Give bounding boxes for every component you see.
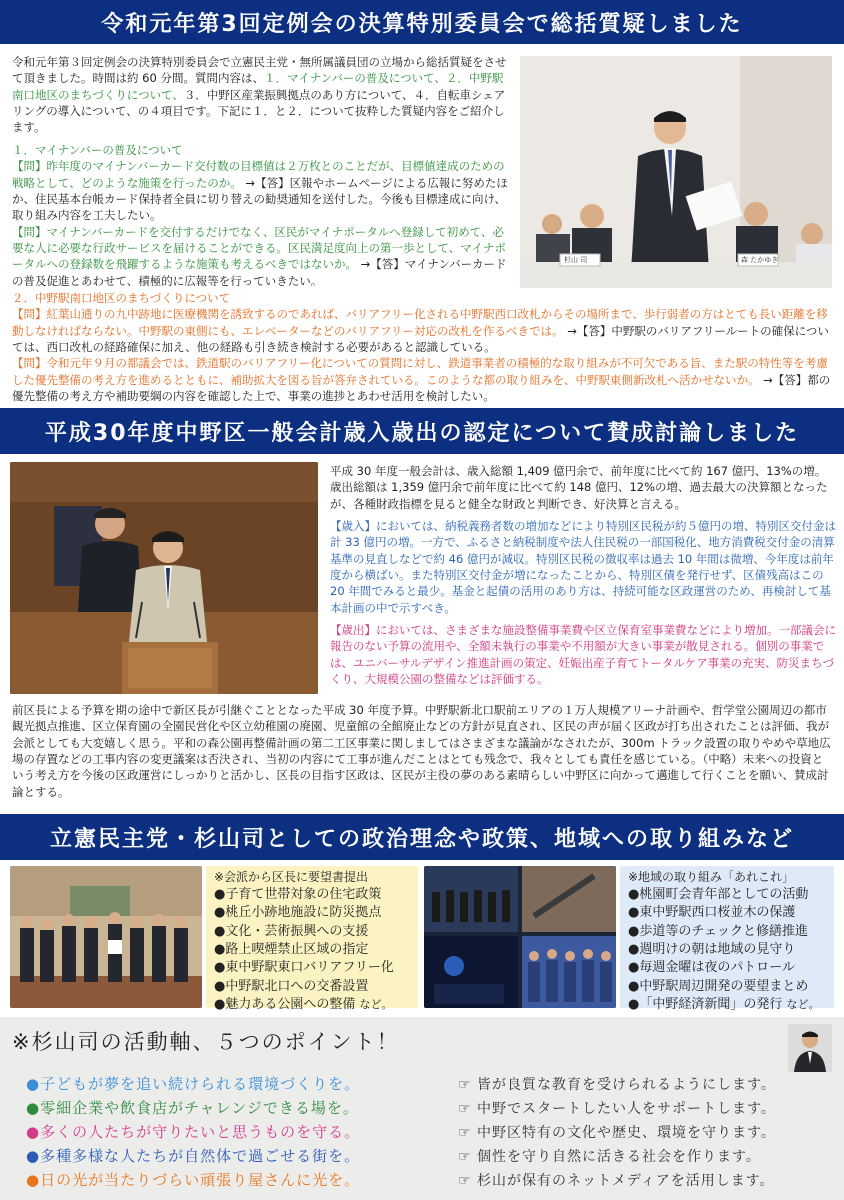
section1-title: 令和元年第3回定例会の決算特別委員会で総括質疑しました (101, 11, 743, 37)
request-item-text: ●魅力ある公園への整備 (214, 997, 356, 1013)
q2-question-1: 【問】紅葉山通りの九中跡地に医療機関を誘致するのであれば、バリアフリー化される中野駅西口改札からその場所まで、歩行弱者の方はとても長い距離を移動しなければならない。中野駅の東側にも、エレベーターなどのバリアフリー対応の改札を作るべきでは。 (12, 307, 828, 338)
intro-seg-2: １．マイナンバーの普及について、２．中野駅南口地区のまちづくりについて、 (12, 71, 504, 102)
requests-suffix: など。 (359, 998, 393, 1012)
q1-answer-2: →【答】マイナンバーカードの普及促進とあわせて、積極的に広報等を行っていきたい。 (12, 257, 507, 286)
activities-collage (424, 866, 616, 1008)
local-activity-text: ●「中野経済新聞」の発行 (628, 997, 783, 1013)
local-activity-item (628, 996, 826, 1014)
local-activities-suffix: など。 (786, 998, 820, 1012)
point-row-3 (26, 1121, 360, 1142)
requests-list (214, 886, 410, 1015)
q2-answer-2: →【答】都の優先整備の考え方や補助要綱の内容を確認した上で、事業の進捗とあわせ活用を検討したい。 (12, 372, 831, 403)
point-bullet: ● (26, 1171, 41, 1189)
point-desc-5: ☞ 杉山が保有のネットメディアを活用します。 (458, 1173, 775, 1189)
requests-title: ※会派から区長に要望書提出 (214, 870, 369, 884)
requests-box (206, 866, 418, 1013)
point-row-1 (26, 1073, 360, 1094)
revenue-paragraph: 【歳入】においては、納税義務者数の増加などにより特別区民税が約５億円の増、特別区交付金は計 33 億円の増。一方で、ふるさと納税制度や法人住民税の一部国税化、地方消費税交付金の清算基準の見直しなどで約 46 億円が減収。特別区民税の徴収率は過去 10 年間は微増、今年度は前年度から横ばい。また特別区交付金が増になったことから、特別区債を発行せず、区債残高はこの 20 年間でみると最少。基金と起債の活用のあり方は、持続可能な区政運営のため、再検討して基本計画の中で示すべき。 (330, 518, 836, 615)
section2-closing-paragraph (12, 702, 834, 810)
section1-banner (0, 0, 844, 44)
point-text: 子どもが夢を追い続けられる環境づくりを。 (40, 1075, 361, 1093)
request-item: ●文化・芸術振興への支援 (214, 923, 369, 939)
question1-block (12, 142, 510, 286)
request-item: ●路上喫煙禁止区域の指定 (214, 941, 369, 957)
portrait-photo (788, 1024, 832, 1072)
point-desc-4: ☞ 個性を守り自然に活きる社会を作ります。 (458, 1149, 761, 1165)
committee-speech-photo (520, 56, 832, 288)
local-activity-item: ●毎週金曜は夜のパトロール (628, 960, 795, 976)
point-text: 日の光が当たりづらい頑張り屋さんに光を。 (40, 1171, 361, 1189)
name-plate-sugiyama: 杉山 司 (564, 256, 588, 264)
local-activity-item: ●桃園町会青年部としての活動 (628, 886, 809, 902)
question2-block (12, 290, 834, 404)
activities-collage-illustration (424, 866, 616, 1008)
name-plate-mori: 森 たかゆき (741, 256, 779, 264)
point-row-4 (26, 1145, 360, 1166)
q1-question-1: 【問】昨年度のマイナンバーカード交付数の目標値は２万枚とのことだが、目標値達成のための戦略として、どのような施策を行ったのか。 (12, 159, 505, 190)
local-activity-item: ●中野駅周辺開発の要望まとめ (628, 978, 809, 994)
local-activity-item: ●歩道等のチェックと修繕推進 (628, 923, 808, 939)
intro-seg-1: 令和元年第３回定例会の決算特別委員会で立憲民主党・無所属議員団の立場から総括質疑をさせて頂きました。時間は約 60 分間。質問内容は、 (12, 55, 507, 86)
q1-answer-1: →【答】区報やホームページによる広報に努めたほか、住民基本台帳カード保持者全員に切り替えの勧奨通知を送付した。今後も目標達成に向け、取り組み内容を工夫したい。 (12, 175, 508, 223)
question1-heading: １．マイナンバーの普及について (12, 143, 183, 157)
expenditure-paragraph: 【歳出】においては、さまざまな施設整備事業費や区立保育室事業費などにより増加。一部議会に報告のない予算の流用や、全額未執行の事業や不用額が大きい事業が散見される。個別の事業では、ユニバーサルデザイン推進計画の策定、妊娠出産子育てトータルケア事業の充実、防災まちづくり、大規模公園の整備などは評価する。 (330, 622, 836, 686)
local-activity-item: ●週明けの朝は地域の見守り (628, 941, 796, 957)
assembly-speech-photo (10, 462, 318, 694)
local-activities-box (620, 866, 834, 1013)
request-item (214, 996, 410, 1014)
intro-seg-3: ３．中野区産業振興拠点のあり方について、４．自転車シェアリングの導入について、の４項目です。下記に１．と２．について抜粋した質疑内容をご紹介します。 (12, 87, 506, 135)
group-photo-illustration (10, 866, 202, 1008)
point-bullet: ● (26, 1123, 41, 1141)
question2-heading: ２．中野駅南口地区のまちづくりについて (12, 291, 231, 305)
point-row-5 (26, 1169, 360, 1190)
request-item: ●桃丘小跡地施設に防災拠点 (214, 905, 382, 921)
point-bullet: ● (26, 1075, 41, 1093)
section3-banner (0, 814, 844, 860)
section3-title: 立憲民主党・杉山司としての政治理念や政策、地域への取り組みなど (49, 826, 794, 852)
point-bullet: ● (26, 1147, 41, 1165)
point-text: 多くの人たちが守りたいと思うものを守る。 (40, 1123, 361, 1141)
assembly-speech-illustration (10, 462, 318, 694)
settlement-summary: 平成 30 年度一般会計は、歳入総額 1,409 億円余で、前年度に比べて約 167 億円、13%の増。歳出総額は 1,359 億円余で前年度に比べて約 148 億円、12%の増、過去最大の決算額となったが、各種財政指標を見ると健全な財政と判断でき、好決算と言える。 (330, 464, 828, 511)
local-activity-item: ●東中野駅西口桜並木の保護 (628, 905, 796, 921)
point-desc-1: ☞ 皆が良質な教育を受けられるようにします。 (458, 1077, 776, 1093)
five-points-title: ※杉山司の活動軸、５つのポイント！ (12, 1030, 400, 1054)
q2-question-2: 【問】令和元年９月の都議会では、鉄道駅のバリアフリー化についての質問に対し、鉄道事業者の積極的な取り組みが不可欠である旨、また駅の特性等を考慮した優先整備の考え方を進めるとともに、補助拡大を図る旨が答弁されている。このような都の取り組みを、中野駅東側新改札へ活かせないか。 (12, 356, 828, 387)
group-photo (10, 866, 202, 1008)
point-desc-2: ☞ 中野でスタートしたい人をサポートします。 (458, 1101, 776, 1117)
request-item: ●中野駅北口への交番設置 (214, 978, 369, 994)
committee-speech-illustration (520, 56, 832, 288)
section1-intro (12, 54, 510, 140)
closing-paragraph-text: 前区長による予算を期の途中で新区長が引継ぐこととなった平成 30 年度予算。中野駅新北口駅前エリアの１万人規模アリーナ計画や、哲学堂公園周辺の都市観光拠点推進、区立保育園の全園民営化や区立幼稚園の廃園、児童館の全館廃止などの方針が見直され、区民の声が届く区政が打ち出されたことは評価、我が会派としても大変嬉しく思う。平和の森公園再整備計画の第二工区事業に関しましてはさまざまな議論がなされたが、300m トラック設置の取りやめや草地広場の存置などの工事内容の変更議案は否決され、当初の内容にて工事が進んだことはとても残念で、我々としても責任を感じている。（中略）未来への投資という考え方を今後の区政運営にしっかりと活かし、区長の目指す区政は、区民が主役の夢のある素晴らしい中野区に向かって邁進して行くことを願い、賛成討論とする。 (12, 703, 831, 799)
section2-banner (0, 408, 844, 454)
point-desc-3: ☞ 中野区特有の文化や歴史、環境を守ります。 (458, 1125, 776, 1141)
point-row-2 (26, 1097, 359, 1118)
request-item: ●子育て世帯対象の住宅政策 (214, 886, 382, 902)
point-bullet: ● (26, 1099, 41, 1117)
point-text: 多種多様な人たちが自然体で過ごせる街を。 (40, 1147, 361, 1165)
q2-answer-1: →【答】中野駅のバリアフリールートの確保については、西口改札の経路確保に加え、他の経路も引き続き検討する必要があると認識している。 (12, 323, 829, 354)
point-text: 零細企業や飲食店がチャレンジできる場を。 (40, 1099, 359, 1117)
request-item: ●東中野駅東口バリアフリー化 (214, 960, 394, 976)
portrait-illustration (788, 1024, 832, 1072)
local-activities-title: ※地域の取り組み「あれこれ」 (628, 870, 795, 884)
q1-question-2: 【問】マイナンバーカードを交付するだけでなく、区民がマイナポータルへ登録して初めて、必要な人に必要な行政サービスを届けることができる。区民満足度向上の第一歩として、マイナポータルへの登録数を飛躍するような施策も考えるべきではないか。 (12, 224, 507, 272)
section2-right-text (330, 463, 836, 697)
local-activities-list (628, 886, 826, 1015)
section2-title: 平成30年度中野区一般会計歳入歳出の認定について賛成討論しました (44, 420, 800, 446)
